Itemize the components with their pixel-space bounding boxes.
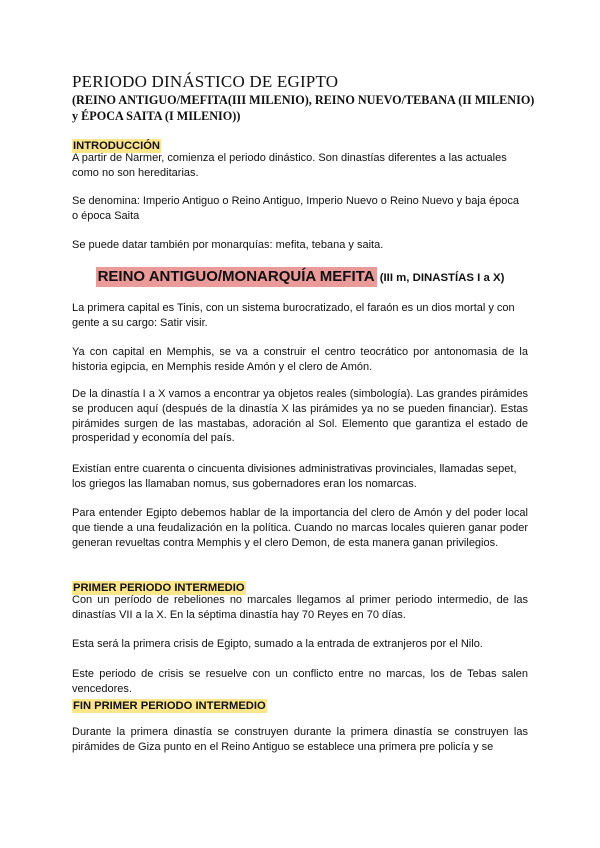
- primer-periodo-paragraph-2: Esta será la primera crisis de Egipto, sumado a la entrada de extranjeros por el Nilo.: [72, 638, 483, 650]
- reino-antiguo-paragraph-3: De la dinastía I a X vamos a encontrar ya objetos reales (simbología). Las grandes pirámides se producen aquí (después de la dinastía X las pirámides ya no se pueden financiar). Estas pirámides surgen de las mastabas, adoración al Sol. Elemento que garantiza el estado de prosperidad y economía del país.: [72, 388, 528, 445]
- reino-antiguo-paragraph-2: Ya con capital en Memphis, se va a construir el centro teocrático por antonomasia de la historia egipcia, en Memphis reside Amón y el clero de Amón.: [72, 346, 528, 373]
- fin-primer-periodo-heading: FIN PRIMER PERIODO INTERMEDIO: [73, 700, 266, 712]
- page-subtitle: (REINO ANTIGUO/MEFITA(III MILENIO), REINO NUEVO/TEBANA (II MILENIO) y ÉPOCA SAITA (I MILENIO)): [72, 93, 535, 123]
- reino-antiguo-heading: [0, 267, 600, 288]
- reino-antiguo-paragraph-1: La primera capital es Tinis, con un sistema burocratizado, el faraón es un dios mortal y con gente a su cargo: Satir visir.: [72, 302, 515, 329]
- fin-primer-periodo-heading-wrap: [72, 696, 267, 714]
- fin-primer-periodo-paragraph-1: Durante la primera dinastía se construyen durante la primera dinastía se construyen las pirámides de Giza punto en el Reino Antiguo se establece una primera pre policía y se: [72, 726, 528, 753]
- reino-antiguo-paragraph-4: Existían entre cuarenta o cincuenta divisiones administrativas provinciales, llamadas sepet, los griegos las llamaban nomus, sus gobernadores eran los nomarcas.: [72, 463, 517, 490]
- intro-paragraph-1: A partir de Narmer, comienza el periodo dinástico. Son dinastías diferentes a las actuales como no son hereditarias.: [72, 152, 507, 179]
- primer-periodo-paragraph-3: Este periodo de crisis se resuelve con un conflicto entre no marcas, los de Tebas salen vencedores.: [72, 668, 528, 695]
- page-title: PERIODO DINÁSTICO DE EGIPTO: [72, 72, 339, 91]
- intro-paragraph-3: Se puede datar también por monarquías: mefita, tebana y saita.: [72, 239, 384, 251]
- primer-periodo-heading: PRIMER PERIODO INTERMEDIO: [73, 582, 245, 594]
- reino-antiguo-paragraph-5: Para entender Egipto debemos hablar de la importancia del clero de Amón y del poder local que tiende a una feudalización en la política. Cuando no marcas locales quieren ganar poder generan revueltas contra Memphis y el clero Demon, de esta manera ganan privilegios.: [72, 507, 528, 549]
- reino-antiguo-heading-main: REINO ANTIGUO/MONARQUÍA MEFITA: [97, 268, 375, 285]
- reino-antiguo-heading-tail: (III m, DINASTÍAS I a X): [379, 272, 505, 284]
- intro-paragraph-2: Se denomina: Imperio Antiguo o Reino Antiguo, Imperio Nuevo o Reino Nuevo y baja época o época Saita: [72, 195, 520, 222]
- primer-periodo-paragraph-1: Con un período de rebeliones no marcales llegamos al primer periodo intermedio, de las dinastías VII a la X. En la séptima dinastía hay 70 Reyes en 70 días.: [72, 594, 528, 621]
- intro-heading: INTRODUCCIÓN: [73, 140, 161, 152]
